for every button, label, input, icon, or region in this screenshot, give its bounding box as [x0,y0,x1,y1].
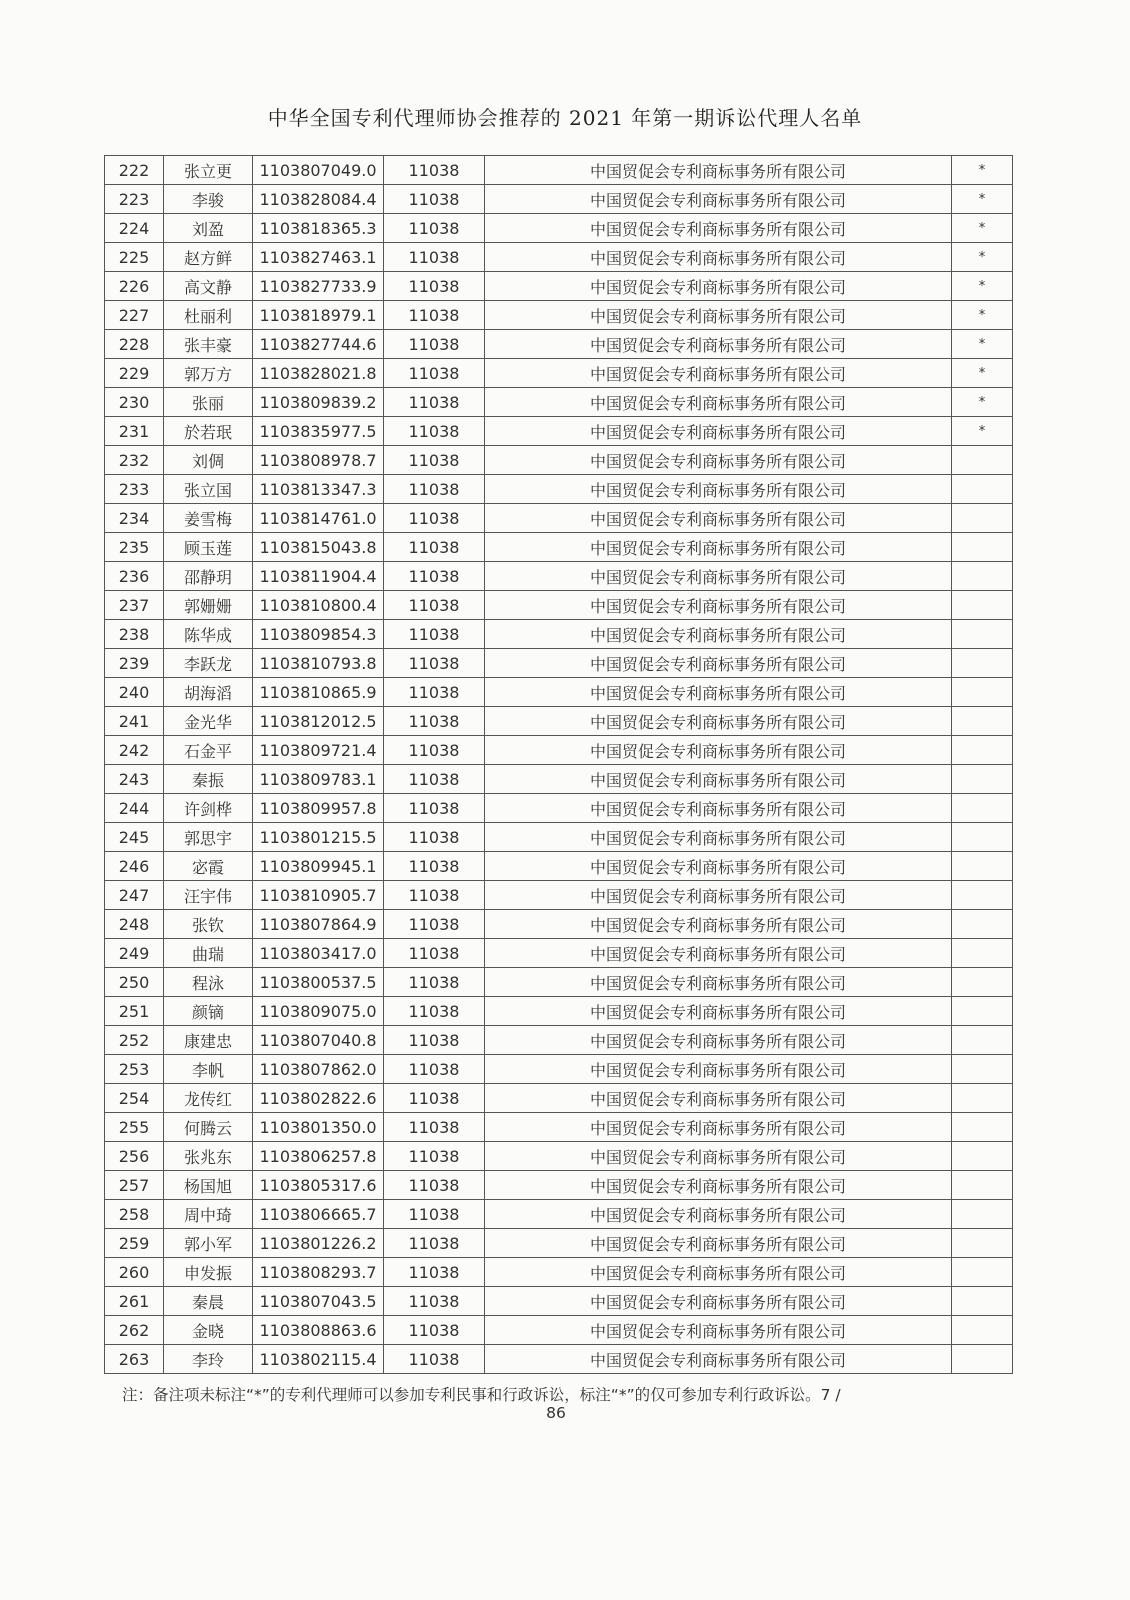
table-row [105,301,1013,330]
remark-mark [952,1142,1013,1171]
remark-mark [952,1316,1013,1345]
agency-code: 11038 [384,156,485,185]
remark-mark [952,1258,1013,1287]
agency-name: 中国贸促会专利商标事务所有限公司 [485,330,952,359]
table-row [105,1287,1013,1316]
agent-name: 何腾云 [164,1113,253,1142]
agent-name: 秦晨 [164,1287,253,1316]
table-row [105,939,1013,968]
agent-name: 宓霞 [164,852,253,881]
agency-code: 11038 [384,881,485,910]
remark-mark [952,649,1013,678]
agency-code: 11038 [384,1345,485,1374]
agency-name: 中国贸促会专利商标事务所有限公司 [485,1142,952,1171]
agent-name: 龙传红 [164,1084,253,1113]
row-number: 226 [105,272,164,301]
agency-code: 11038 [384,910,485,939]
agency-name: 中国贸促会专利商标事务所有限公司 [485,852,952,881]
agent-name: 陈华成 [164,620,253,649]
agency-code: 11038 [384,533,485,562]
agency-name: 中国贸促会专利商标事务所有限公司 [485,1258,952,1287]
agent-name: 程泳 [164,968,253,997]
agency-code: 11038 [384,388,485,417]
remark-mark [952,823,1013,852]
certificate-number: 1103807040.8 [253,1026,384,1055]
table-row [105,446,1013,475]
agency-code: 11038 [384,736,485,765]
agency-name: 中国贸促会专利商标事务所有限公司 [485,1345,952,1374]
row-number: 240 [105,678,164,707]
remark-mark: * [952,330,1013,359]
table-row [105,417,1013,446]
certificate-number: 1103806257.8 [253,1142,384,1171]
agency-name: 中国贸促会专利商标事务所有限公司 [485,1316,952,1345]
agency-name: 中国贸促会专利商标事务所有限公司 [485,939,952,968]
agency-code: 11038 [384,330,485,359]
table-row [105,1200,1013,1229]
row-number: 256 [105,1142,164,1171]
certificate-number: 1103828084.4 [253,185,384,214]
agent-name: 张丰豪 [164,330,253,359]
table-row [105,562,1013,591]
certificate-number: 1103815043.8 [253,533,384,562]
agency-code: 11038 [384,620,485,649]
agency-code: 11038 [384,1026,485,1055]
row-number: 238 [105,620,164,649]
row-number: 255 [105,1113,164,1142]
remark-mark [952,707,1013,736]
certificate-number: 1103809957.8 [253,794,384,823]
agency-code: 11038 [384,359,485,388]
row-number: 252 [105,1026,164,1055]
certificate-number: 1103805317.6 [253,1171,384,1200]
table-body [105,156,1013,1374]
agent-name: 邵静玥 [164,562,253,591]
remark-mark: * [952,417,1013,446]
agency-name: 中国贸促会专利商标事务所有限公司 [485,504,952,533]
agent-name: 申发振 [164,1258,253,1287]
agency-code: 11038 [384,562,485,591]
agency-name: 中国贸促会专利商标事务所有限公司 [485,591,952,620]
certificate-number: 1103814761.0 [253,504,384,533]
certificate-number: 1103809721.4 [253,736,384,765]
certificate-number: 1103801350.0 [253,1113,384,1142]
table-row [105,388,1013,417]
certificate-number: 1103802115.4 [253,1345,384,1374]
agency-name: 中国贸促会专利商标事务所有限公司 [485,707,952,736]
certificate-number: 1103802822.6 [253,1084,384,1113]
certificate-number: 1103809783.1 [253,765,384,794]
remark-mark [952,1345,1013,1374]
remark-mark [952,765,1013,794]
agency-name: 中国贸促会专利商标事务所有限公司 [485,1055,952,1084]
remark-mark [952,1113,1013,1142]
certificate-number: 1103808978.7 [253,446,384,475]
agency-code: 11038 [384,997,485,1026]
remark-mark [952,1200,1013,1229]
agency-code: 11038 [384,1142,485,1171]
remark-mark [952,1026,1013,1055]
certificate-number: 1103827744.6 [253,330,384,359]
row-number: 244 [105,794,164,823]
table-row [105,1171,1013,1200]
table-row [105,591,1013,620]
table-row [105,243,1013,272]
table-row [105,852,1013,881]
row-number: 235 [105,533,164,562]
agency-name: 中国贸促会专利商标事务所有限公司 [485,359,952,388]
row-number: 250 [105,968,164,997]
row-number: 233 [105,475,164,504]
certificate-number: 1103801215.5 [253,823,384,852]
agent-name: 李帆 [164,1055,253,1084]
remark-mark [952,852,1013,881]
agent-name: 郭万方 [164,359,253,388]
table-row [105,533,1013,562]
remark-mark [952,997,1013,1026]
agent-name: 高文静 [164,272,253,301]
certificate-number: 1103809839.2 [253,388,384,417]
agent-name: 於若珉 [164,417,253,446]
agency-code: 11038 [384,765,485,794]
remark-mark: * [952,301,1013,330]
remark-mark [952,1084,1013,1113]
remark-mark: * [952,272,1013,301]
row-number: 258 [105,1200,164,1229]
agency-code: 11038 [384,823,485,852]
footnote: 注：备注项未标注“*”的专利代理师可以参加专利民事和行政诉讼，标注“*”的仅可参加专利行政诉讼。7 / [122,1386,841,1404]
remark-mark: * [952,243,1013,272]
certificate-number: 1103818979.1 [253,301,384,330]
table-row [105,620,1013,649]
agent-name: 张丽 [164,388,253,417]
agency-name: 中国贸促会专利商标事务所有限公司 [485,1113,952,1142]
table-row [105,504,1013,533]
remark-mark [952,939,1013,968]
table-row [105,707,1013,736]
row-number: 231 [105,417,164,446]
agency-name: 中国贸促会专利商标事务所有限公司 [485,475,952,504]
row-number: 223 [105,185,164,214]
row-number: 228 [105,330,164,359]
agency-name: 中国贸促会专利商标事务所有限公司 [485,1084,952,1113]
remark-mark [952,1229,1013,1258]
row-number: 234 [105,504,164,533]
agent-name: 李跃龙 [164,649,253,678]
certificate-number: 1103801226.2 [253,1229,384,1258]
row-number: 261 [105,1287,164,1316]
row-number: 247 [105,881,164,910]
certificate-number: 1103827733.9 [253,272,384,301]
certificate-number: 1103807049.0 [253,156,384,185]
row-number: 237 [105,591,164,620]
agency-name: 中国贸促会专利商标事务所有限公司 [485,910,952,939]
agency-name: 中国贸促会专利商标事务所有限公司 [485,1200,952,1229]
remark-mark [952,910,1013,939]
certificate-number: 1103827463.1 [253,243,384,272]
agent-name: 李玲 [164,1345,253,1374]
agency-code: 11038 [384,1229,485,1258]
certificate-number: 1103813347.3 [253,475,384,504]
remark-mark: * [952,388,1013,417]
agency-name: 中国贸促会专利商标事务所有限公司 [485,417,952,446]
agency-name: 中国贸促会专利商标事务所有限公司 [485,156,952,185]
row-number: 249 [105,939,164,968]
table-row [105,910,1013,939]
agent-name: 郭思宇 [164,823,253,852]
agency-code: 11038 [384,939,485,968]
agent-name: 金光华 [164,707,253,736]
row-number: 253 [105,1055,164,1084]
agency-code: 11038 [384,185,485,214]
agency-name: 中国贸促会专利商标事务所有限公司 [485,1171,952,1200]
certificate-number: 1103810865.9 [253,678,384,707]
certificate-number: 1103807043.5 [253,1287,384,1316]
table-row [105,736,1013,765]
agent-name: 姜雪梅 [164,504,253,533]
table-row [105,272,1013,301]
agent-name: 颜镝 [164,997,253,1026]
table-row [105,156,1013,185]
agent-name: 赵方鲜 [164,243,253,272]
agency-name: 中国贸促会专利商标事务所有限公司 [485,1026,952,1055]
agent-name: 顾玉莲 [164,533,253,562]
agency-code: 11038 [384,301,485,330]
agent-name: 张兆东 [164,1142,253,1171]
row-number: 227 [105,301,164,330]
table-row [105,359,1013,388]
remark-mark [952,475,1013,504]
agent-name: 刘盈 [164,214,253,243]
table-row [105,1229,1013,1258]
agency-name: 中国贸促会专利商标事务所有限公司 [485,620,952,649]
remark-mark [952,504,1013,533]
row-number: 262 [105,1316,164,1345]
row-number: 236 [105,562,164,591]
agency-name: 中国贸促会专利商标事务所有限公司 [485,736,952,765]
row-number: 260 [105,1258,164,1287]
agent-name: 郭小军 [164,1229,253,1258]
agent-name: 康建忠 [164,1026,253,1055]
agency-code: 11038 [384,1171,485,1200]
remark-mark [952,620,1013,649]
agency-code: 11038 [384,214,485,243]
agency-code: 11038 [384,678,485,707]
table-row [105,881,1013,910]
agent-name: 郭姗姗 [164,591,253,620]
certificate-number: 1103810905.7 [253,881,384,910]
agent-name: 刘倜 [164,446,253,475]
agency-code: 11038 [384,968,485,997]
row-number: 251 [105,997,164,1026]
agency-code: 11038 [384,1084,485,1113]
agency-name: 中国贸促会专利商标事务所有限公司 [485,968,952,997]
certificate-number: 1103809945.1 [253,852,384,881]
row-number: 254 [105,1084,164,1113]
agency-code: 11038 [384,794,485,823]
agency-name: 中国贸促会专利商标事务所有限公司 [485,794,952,823]
agent-name: 周中琦 [164,1200,253,1229]
remark-mark [952,1287,1013,1316]
agent-name: 金晓 [164,1316,253,1345]
remark-mark [952,446,1013,475]
agency-name: 中国贸促会专利商标事务所有限公司 [485,272,952,301]
certificate-number: 1103808293.7 [253,1258,384,1287]
table-row [105,997,1013,1026]
agency-code: 11038 [384,1113,485,1142]
agent-name: 李骏 [164,185,253,214]
remark-mark: * [952,359,1013,388]
agency-name: 中国贸促会专利商标事务所有限公司 [485,214,952,243]
row-number: 259 [105,1229,164,1258]
certificate-number: 1103828021.8 [253,359,384,388]
row-number: 248 [105,910,164,939]
agency-code: 11038 [384,1316,485,1345]
table-row [105,794,1013,823]
agency-name: 中国贸促会专利商标事务所有限公司 [485,388,952,417]
agency-name: 中国贸促会专利商标事务所有限公司 [485,765,952,794]
table-row [105,765,1013,794]
agency-code: 11038 [384,272,485,301]
row-number: 242 [105,736,164,765]
agent-name: 杨国旭 [164,1171,253,1200]
agency-code: 11038 [384,504,485,533]
table-row [105,1316,1013,1345]
table-row [105,330,1013,359]
remark-mark: * [952,214,1013,243]
remark-mark [952,533,1013,562]
agent-list-table [104,155,1013,1374]
agent-name: 杜丽利 [164,301,253,330]
page-title: 中华全国专利代理师协会推荐的 2021 年第一期诉讼代理人名单 [267,106,863,130]
table-row [105,649,1013,678]
row-number: 257 [105,1171,164,1200]
row-number: 229 [105,359,164,388]
remark-mark [952,881,1013,910]
row-number: 246 [105,852,164,881]
row-number: 243 [105,765,164,794]
table-row [105,1055,1013,1084]
table-row [105,823,1013,852]
certificate-number: 1103806665.7 [253,1200,384,1229]
agency-name: 中国贸促会专利商标事务所有限公司 [485,678,952,707]
agency-name: 中国贸促会专利商标事务所有限公司 [485,649,952,678]
agent-name: 曲瑞 [164,939,253,968]
agency-name: 中国贸促会专利商标事务所有限公司 [485,243,952,272]
row-number: 222 [105,156,164,185]
agency-name: 中国贸促会专利商标事务所有限公司 [485,446,952,475]
remark-mark [952,562,1013,591]
agent-name: 石金平 [164,736,253,765]
table-row [105,1258,1013,1287]
row-number: 232 [105,446,164,475]
row-number: 263 [105,1345,164,1374]
agency-code: 11038 [384,707,485,736]
agency-code: 11038 [384,1200,485,1229]
certificate-number: 1103810800.4 [253,591,384,620]
agency-code: 11038 [384,1055,485,1084]
certificate-number: 1103807862.0 [253,1055,384,1084]
certificate-number: 1103818365.3 [253,214,384,243]
table-row [105,968,1013,997]
table-row [105,214,1013,243]
row-number: 225 [105,243,164,272]
table-row [105,1084,1013,1113]
row-number: 224 [105,214,164,243]
agency-name: 中国贸促会专利商标事务所有限公司 [485,881,952,910]
agency-code: 11038 [384,1258,485,1287]
certificate-number: 1103810793.8 [253,649,384,678]
table-row [105,1142,1013,1171]
certificate-number: 1103812012.5 [253,707,384,736]
certificate-number: 1103835977.5 [253,417,384,446]
row-number: 239 [105,649,164,678]
agency-code: 11038 [384,417,485,446]
remark-mark [952,678,1013,707]
certificate-number: 1103800537.5 [253,968,384,997]
agent-name: 汪宇伟 [164,881,253,910]
remark-mark [952,736,1013,765]
agency-name: 中国贸促会专利商标事务所有限公司 [485,997,952,1026]
agency-code: 11038 [384,1287,485,1316]
certificate-number: 1103809854.3 [253,620,384,649]
agency-name: 中国贸促会专利商标事务所有限公司 [485,562,952,591]
table-row [105,1026,1013,1055]
agency-name: 中国贸促会专利商标事务所有限公司 [485,185,952,214]
certificate-number: 1103808863.6 [253,1316,384,1345]
row-number: 245 [105,823,164,852]
remark-mark: * [952,156,1013,185]
agency-name: 中国贸促会专利商标事务所有限公司 [485,533,952,562]
remark-mark [952,968,1013,997]
table-row [105,678,1013,707]
remark-mark [952,1055,1013,1084]
agent-name: 张立国 [164,475,253,504]
agency-name: 中国贸促会专利商标事务所有限公司 [485,823,952,852]
remark-mark: * [952,185,1013,214]
remark-mark [952,794,1013,823]
agency-code: 11038 [384,649,485,678]
agency-code: 11038 [384,475,485,504]
remark-mark [952,591,1013,620]
agency-code: 11038 [384,446,485,475]
row-number: 241 [105,707,164,736]
table-row [105,1113,1013,1142]
agency-code: 11038 [384,852,485,881]
agency-name: 中国贸促会专利商标事务所有限公司 [485,301,952,330]
agent-name: 张立更 [164,156,253,185]
agent-name: 秦振 [164,765,253,794]
agency-name: 中国贸促会专利商标事务所有限公司 [485,1229,952,1258]
agent-name: 张钦 [164,910,253,939]
row-number: 230 [105,388,164,417]
table-row [105,185,1013,214]
agency-code: 11038 [384,243,485,272]
remark-mark [952,1171,1013,1200]
agency-name: 中国贸促会专利商标事务所有限公司 [485,1287,952,1316]
certificate-number: 1103811904.4 [253,562,384,591]
table-row [105,475,1013,504]
page-number-total: 86 [546,1404,566,1422]
table-row [105,1345,1013,1374]
agent-name: 许剑桦 [164,794,253,823]
certificate-number: 1103809075.0 [253,997,384,1026]
agent-name: 胡海滔 [164,678,253,707]
certificate-number: 1103803417.0 [253,939,384,968]
agency-code: 11038 [384,591,485,620]
certificate-number: 1103807864.9 [253,910,384,939]
